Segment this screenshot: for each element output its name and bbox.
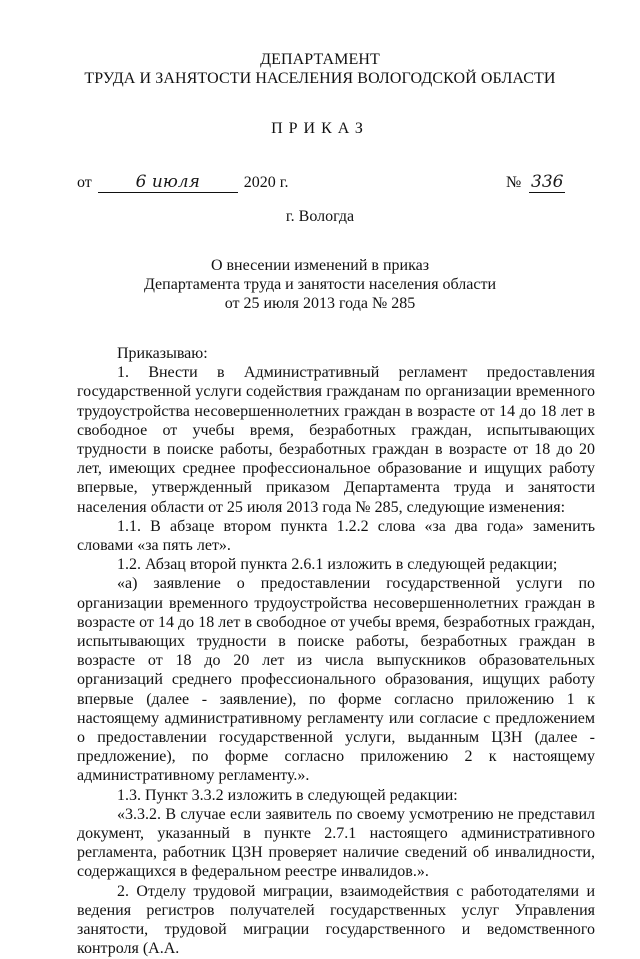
paragraph-1-2-text: «а) заявление о предоставлении государственной услуги по организации временного трудоустройства несовершеннолетних граждан в возрасте от 14 до 18 лет в свободное от учебы время, безработных граждан, испытывающих трудности в поиске работы, безработных граждан в возрасте от 18 до 20 лет из числа выпускников образовательных организаций среднего профессионального образования, ищущих работу впервые (далее - заявление), по форме согласно приложению 1 к настоящему административному регламенту или согласие с предложением о предоставлении государственной услуги, выданным ЦЗН (далее - предложение), по форме согласно приложению 2 к настоящему административному регламенту.». bbox=[77, 575, 595, 785]
paragraph-1-3-text: «3.3.2. В случае если заявитель по своему усмотрению не представил документ, указанный в пункте 2.7.1 настоящего административного регламента, работник ЦЗН проверяет наличие сведений об инвалидности, содержащихся в федеральном реестре инвалидов.». bbox=[77, 805, 595, 881]
header-line-department: ДЕПАРТАМЕНТ bbox=[260, 51, 380, 68]
order-number bbox=[506, 172, 565, 193]
number-handwritten: 336 bbox=[531, 172, 564, 192]
number-prefix: № bbox=[506, 174, 522, 191]
paragraph-order-intro: Приказываю: bbox=[117, 345, 208, 362]
subject-line-2: Департамента труда и занятости населения области bbox=[143, 276, 497, 293]
order-body bbox=[77, 344, 595, 959]
paragraph-1-3: 1.3. Пункт 3.3.2 изложить в следующей редакции: bbox=[117, 786, 458, 804]
subject-line-3: от 25 июля 2013 года № 285 bbox=[224, 295, 416, 312]
order-subject bbox=[0, 256, 640, 313]
date-prefix: от bbox=[77, 174, 92, 191]
subject-line-1: О внесении изменений в приказ bbox=[210, 257, 430, 274]
department-header bbox=[0, 50, 640, 88]
paragraph-1-1: 1.1. В абзаце втором пункта 1.2.2 слова «за два года» заменить словами «за пять лет». bbox=[77, 517, 595, 555]
paragraph-1: 1. Внести в Административный регламент предоставления государственной услуги содействия гражданам по организации временного трудоустройства несовершеннолетних граждан в возрасте от 14 до 18 лет в свободное от учебы время, безработных граждан, испытывающих трудности в поиске работы, безработных граждан в возрасте от 18 до 20 лет, имеющих среднее профессиональное образование и ищущих работу впервые, утвержденный приказом Департамента труда и занятости населения области от 25 июля 2013 года № 285, следующие изменения: bbox=[77, 364, 595, 516]
city: г. Вологда bbox=[285, 208, 355, 225]
date-suffix: 2020 г. bbox=[243, 174, 289, 191]
order-title: ПРИКАЗ bbox=[271, 120, 369, 137]
date-handwritten: 6 июля bbox=[98, 172, 238, 193]
header-line-name: ТРУДА И ЗАНЯТОСТИ НАСЕЛЕНИЯ ВОЛОГОДСКОЙ ОБЛАСТИ bbox=[84, 70, 556, 87]
order-date bbox=[77, 172, 289, 193]
paragraph-2: 2. Отделу трудовой миграции, взаимодействия с работодателями и ведения регистров получателей государственных услуг Управления занятости, трудовой миграции государственного и ведомственного контроля (А.А. bbox=[77, 882, 595, 958]
paragraph-1-2: 1.2. Абзац второй пункта 2.6.1 изложить в следующей редакции; bbox=[117, 556, 558, 574]
